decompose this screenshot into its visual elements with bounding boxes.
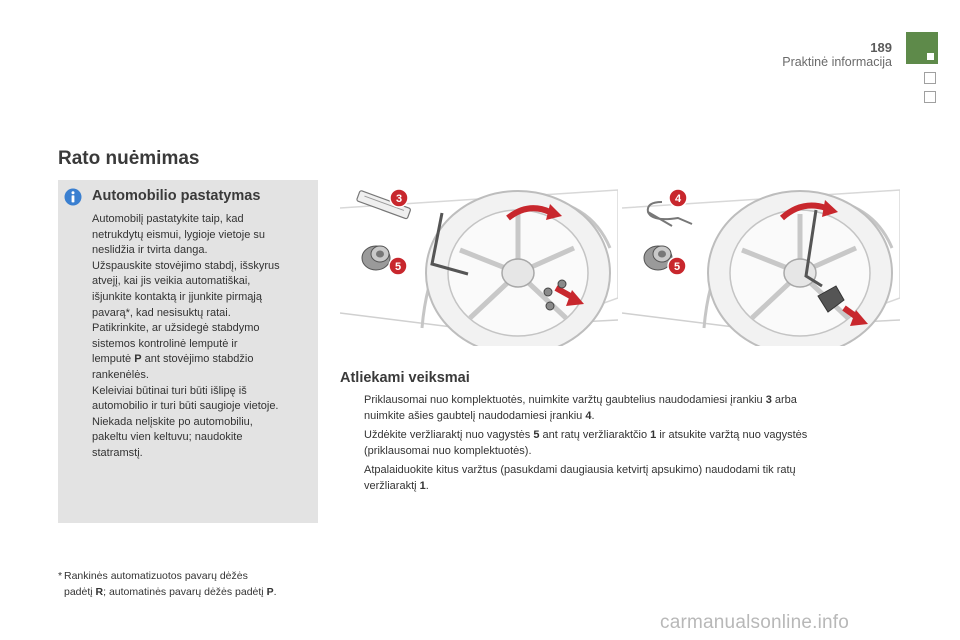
info-box-title: Automobilio pastatymas [92,188,261,204]
steps-list [340,392,860,497]
steps-title: Atliekami veiksmai [340,370,470,386]
chapter-tab[interactable] [924,91,936,103]
svg-text:5: 5 [673,261,681,273]
illustration-axle-cover [622,178,900,346]
chapter-tab[interactable] [924,72,936,84]
callout-3 [390,189,408,207]
info-box-text: Automobilį pastatykite taip, kad netrukdytų eismui, lygioje vietoje su neslidžia ir tvirta danga. Užspauskite stovėjimo stabdį, išskyrus atvejį, kai jis veikia automatiškai, išjunkite kontaktą ir įjunkite pirmąją pavarą*, kad nesisuktų ratai. Patikrinkite, ar užsidegė stabdymo sistemos kontrolinė lemputė ir lemputė P ant stovėjimo stabdžio rankenėlės. Keleiviai būtinai turi būti išlipę iš automobilio ir turi būti saugioje vietoje. Niekada nelįskite po automobiliu, pakeltu vien keltuvu; naudokite statramstį. [92,213,280,459]
chapter-tab-active[interactable] [906,32,938,64]
svg-text:3: 3 [395,193,403,205]
svg-text:5: 5 [394,261,402,273]
svg-text:4: 4 [674,193,682,205]
callout-5 [668,257,686,275]
callout-5 [389,257,407,275]
watermark[interactable]: carmanualsonline.info [660,612,850,633]
callout-4 [669,189,687,207]
page-title: Rato nuėmimas [58,148,200,169]
info-icon [64,188,82,206]
tab-marker-icon [927,53,934,60]
info-box [58,180,318,523]
footnote: * Rankinės automatizuotos pavarų dėžės padėtį R; automatinės pavarų dėžės padėtį P. [58,570,277,598]
illustration-bolt-covers [340,178,618,346]
list-item: Atpalaiduokite kitus varžtus (pasukdami daugiausia ketvirtį apsukimo) naudodami tik ratų veržliaraktį 1. [364,464,796,492]
list-item: Uždėkite veržliaraktį nuo vagystės 5 ant ratų veržliaraktčio 1 ir atsukite varžtą nuo vagystės (priklausomai nuo komplektuotės). [364,429,808,457]
page-number: 189 [870,40,892,55]
section-title: Praktinė informacija [782,55,892,69]
list-item: Priklausomai nuo komplektuotės, nuimkite varžtų gaubtelius naudodamiesi įrankiu 3 arba nuimkite ašies gaubtelį naudodamiesi įrankiu 4. [364,394,797,422]
